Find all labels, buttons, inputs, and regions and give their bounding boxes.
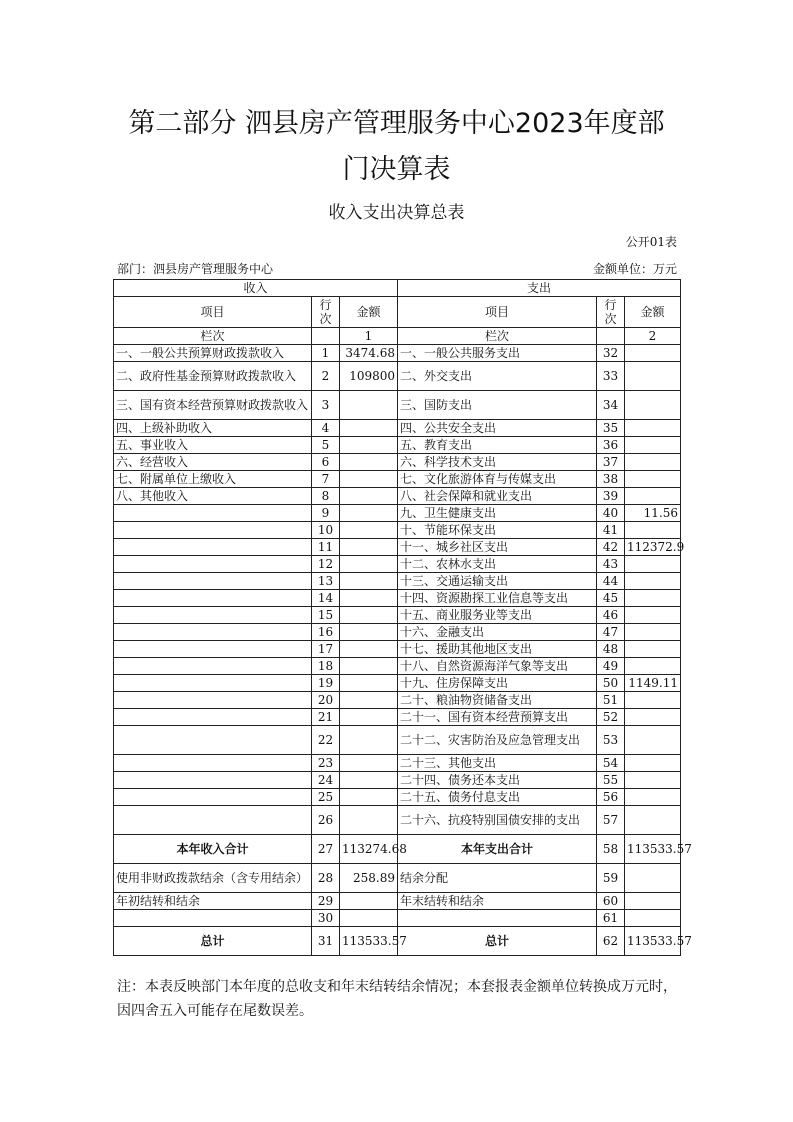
expense-line-no: 37 xyxy=(597,454,625,471)
income-line-no: 10 xyxy=(312,522,340,539)
expense-item: 六、科学技术支出 xyxy=(398,454,597,471)
expense-line-no: 39 xyxy=(597,488,625,505)
income-amount: 258.89 xyxy=(340,864,398,893)
expense-item: 总计 xyxy=(398,927,597,956)
table-row xyxy=(114,864,681,893)
expense-item: 十八、自然资源海洋气象等支出 xyxy=(398,658,597,675)
income-line-no: 15 xyxy=(312,607,340,624)
income-item xyxy=(114,573,312,590)
income-item xyxy=(114,590,312,607)
expense-amount xyxy=(625,391,681,420)
income-amount xyxy=(340,789,398,806)
income-amount xyxy=(340,590,398,607)
expense-line-no: 54 xyxy=(597,755,625,772)
income-item xyxy=(114,910,312,927)
expense-line-no: 49 xyxy=(597,658,625,675)
expense-line-no: 50 xyxy=(597,675,625,692)
expense-amount xyxy=(625,692,681,709)
income-column-label: 栏次 xyxy=(114,328,312,345)
income-amount xyxy=(340,675,398,692)
income-line-no: 12 xyxy=(312,556,340,573)
expense-amount: 1149.11 xyxy=(625,675,681,692)
income-line-no: 31 xyxy=(312,927,340,956)
table-row xyxy=(114,505,681,522)
income-amount xyxy=(340,391,398,420)
income-amount xyxy=(340,573,398,590)
expense-amount: 11.56 xyxy=(625,505,681,522)
income-amount xyxy=(340,539,398,556)
income-line-no: 17 xyxy=(312,641,340,658)
income-line-no: 22 xyxy=(312,726,340,755)
expense-item: 年末结转和结余 xyxy=(398,893,597,910)
expense-amount xyxy=(625,755,681,772)
expense-item: 二十三、其他支出 xyxy=(398,755,597,772)
income-item xyxy=(114,772,312,789)
expense-line-no: 33 xyxy=(597,362,625,391)
table-row xyxy=(114,522,681,539)
expense-amount xyxy=(625,709,681,726)
expense-column-label: 栏次 xyxy=(398,328,597,345)
income-item xyxy=(114,692,312,709)
expense-item: 十一、城乡社区支出 xyxy=(398,539,597,556)
income-amount: 3474.68 xyxy=(340,345,398,362)
income-amount xyxy=(340,709,398,726)
expense-amount: 113533.57 xyxy=(625,835,681,864)
income-amount xyxy=(340,488,398,505)
table-body xyxy=(114,345,692,956)
expense-amount xyxy=(625,556,681,573)
expense-line-no: 59 xyxy=(597,864,625,893)
income-line-no: 29 xyxy=(312,893,340,910)
income-amount xyxy=(340,607,398,624)
income-amount xyxy=(340,505,398,522)
income-item xyxy=(114,789,312,806)
income-item xyxy=(114,607,312,624)
table-row xyxy=(114,789,681,806)
expense-column-number: 2 xyxy=(625,328,681,345)
income-item xyxy=(114,505,312,522)
income-amount xyxy=(340,624,398,641)
expense-item: 五、教育支出 xyxy=(398,437,597,454)
income-line-no: 2 xyxy=(312,362,340,391)
table-row xyxy=(114,420,681,437)
expense-line-no: 44 xyxy=(597,573,625,590)
expense-line-no: 56 xyxy=(597,789,625,806)
income-amount xyxy=(340,726,398,755)
expense-line-no: 58 xyxy=(597,835,625,864)
table-row xyxy=(114,709,681,726)
table-row xyxy=(114,658,681,675)
expense-line-no: 48 xyxy=(597,641,625,658)
income-item: 使用非财政拨款结余（含专用结余） xyxy=(114,864,312,893)
income-amount xyxy=(340,893,398,910)
income-line-no: 16 xyxy=(312,624,340,641)
income-line-header: 行次 xyxy=(312,297,340,328)
expense-amount xyxy=(625,345,681,362)
table-row xyxy=(114,641,681,658)
income-amount xyxy=(340,658,398,675)
table-row xyxy=(114,362,681,391)
table-row xyxy=(114,471,681,488)
income-item: 五、事业收入 xyxy=(114,437,312,454)
income-item xyxy=(114,522,312,539)
table-row xyxy=(114,893,681,910)
expense-line-no: 60 xyxy=(597,893,625,910)
expense-amount xyxy=(625,362,681,391)
income-item xyxy=(114,556,312,573)
income-item xyxy=(114,624,312,641)
expense-item: 二十一、国有资本经营预算支出 xyxy=(398,709,597,726)
income-item: 年初结转和结余 xyxy=(114,893,312,910)
income-item xyxy=(114,539,312,556)
income-amount xyxy=(340,692,398,709)
table-row xyxy=(114,556,681,573)
income-line-no: 23 xyxy=(312,755,340,772)
income-line-no: 30 xyxy=(312,910,340,927)
expense-amount xyxy=(625,806,681,835)
income-column-number: 1 xyxy=(340,328,398,345)
income-line-no: 8 xyxy=(312,488,340,505)
expense-item: 十九、住房保障支出 xyxy=(398,675,597,692)
income-amount xyxy=(340,755,398,772)
income-line-no: 27 xyxy=(312,835,340,864)
expense-line-no: 45 xyxy=(597,590,625,607)
income-amount xyxy=(340,910,398,927)
table-row xyxy=(114,772,681,789)
income-line-no: 19 xyxy=(312,675,340,692)
income-item: 三、国有资本经营预算财政拨款收入 xyxy=(114,391,312,420)
expense-line-no: 32 xyxy=(597,345,625,362)
expense-amount-header: 金额 xyxy=(625,297,681,328)
income-amount xyxy=(340,522,398,539)
expense-line-empty xyxy=(597,328,625,345)
expense-line-no: 38 xyxy=(597,471,625,488)
income-item xyxy=(114,709,312,726)
expense-item: 二十四、债务还本支出 xyxy=(398,772,597,789)
title-line-2: 门决算表 xyxy=(342,154,451,185)
expense-item: 二十五、债务付息支出 xyxy=(398,789,597,806)
expense-item: 十、节能环保支出 xyxy=(398,522,597,539)
expense-header: 支出 xyxy=(398,280,681,297)
expense-amount xyxy=(625,726,681,755)
expense-item: 二十六、抗疫特别国债安排的支出 xyxy=(398,806,597,835)
expense-amount xyxy=(625,488,681,505)
income-amount: 113533.57 xyxy=(340,927,398,956)
expense-line-no: 53 xyxy=(597,726,625,755)
expense-item: 十六、金融支出 xyxy=(398,624,597,641)
expense-line-no: 35 xyxy=(597,420,625,437)
expense-item: 四、公共安全支出 xyxy=(398,420,597,437)
table-row xyxy=(114,910,681,927)
expense-amount xyxy=(625,607,681,624)
income-item xyxy=(114,806,312,835)
expense-item: 十四、资源勘探工业信息等支出 xyxy=(398,590,597,607)
income-amount xyxy=(340,420,398,437)
expense-item: 三、国防支出 xyxy=(398,391,597,420)
table-row xyxy=(114,590,681,607)
unit-label: 金额单位：万元 xyxy=(592,262,677,276)
income-item xyxy=(114,726,312,755)
income-line-no: 18 xyxy=(312,658,340,675)
expense-item: 十三、交通运输支出 xyxy=(398,573,597,590)
expense-amount xyxy=(625,910,681,927)
table-row xyxy=(114,927,681,956)
table-row xyxy=(114,624,681,641)
expense-amount xyxy=(625,420,681,437)
table-row xyxy=(114,539,681,556)
expense-item: 一、一般公共服务支出 xyxy=(398,345,597,362)
income-amount xyxy=(340,437,398,454)
expense-line-header: 行次 xyxy=(597,297,625,328)
expense-amount xyxy=(625,624,681,641)
expense-amount xyxy=(625,641,681,658)
expense-item: 八、社会保障和就业支出 xyxy=(398,488,597,505)
income-line-no: 5 xyxy=(312,437,340,454)
income-item: 四、上级补助收入 xyxy=(114,420,312,437)
income-amount xyxy=(340,471,398,488)
expense-line-no: 47 xyxy=(597,624,625,641)
income-header: 收入 xyxy=(114,280,398,297)
table-row xyxy=(114,755,681,772)
income-line-no: 21 xyxy=(312,709,340,726)
expense-amount xyxy=(625,454,681,471)
expense-item: 十二、农林水支出 xyxy=(398,556,597,573)
expense-item: 本年支出合计 xyxy=(398,835,597,864)
expense-line-no: 40 xyxy=(597,505,625,522)
income-item xyxy=(114,658,312,675)
expense-line-no: 43 xyxy=(597,556,625,573)
income-item: 六、经营收入 xyxy=(114,454,312,471)
table-row xyxy=(114,692,681,709)
expense-line-no: 55 xyxy=(597,772,625,789)
expense-item: 九、卫生健康支出 xyxy=(398,505,597,522)
expense-amount: 112372.9 xyxy=(625,539,681,556)
expense-line-no: 52 xyxy=(597,709,625,726)
expense-item: 七、文化旅游体育与传媒支出 xyxy=(398,471,597,488)
income-line-no: 13 xyxy=(312,573,340,590)
income-amount xyxy=(340,806,398,835)
income-line-no: 26 xyxy=(312,806,340,835)
income-line-no: 9 xyxy=(312,505,340,522)
income-amount: 109800 xyxy=(340,362,398,391)
expense-line-no: 42 xyxy=(597,539,625,556)
expense-item: 二十、粮油物资储备支出 xyxy=(398,692,597,709)
expense-amount xyxy=(625,573,681,590)
income-amount-header: 金额 xyxy=(340,297,398,328)
expense-amount xyxy=(625,864,681,893)
table-row xyxy=(114,391,681,420)
expense-line-no: 57 xyxy=(597,806,625,835)
income-item: 八、其他收入 xyxy=(114,488,312,505)
expense-amount: 113533.57 xyxy=(625,927,681,956)
table-row xyxy=(114,835,681,864)
income-line-no: 28 xyxy=(312,864,340,893)
expense-item: 二十二、灾害防治及应急管理支出 xyxy=(398,726,597,755)
income-line-no: 7 xyxy=(312,471,340,488)
expense-item: 十七、援助其他地区支出 xyxy=(398,641,597,658)
expense-amount xyxy=(625,658,681,675)
income-item: 二、政府性基金预算财政拨款收入 xyxy=(114,362,312,391)
expense-amount xyxy=(625,437,681,454)
income-item xyxy=(114,675,312,692)
page-title xyxy=(0,101,793,193)
expense-line-no: 36 xyxy=(597,437,625,454)
income-amount xyxy=(340,772,398,789)
income-amount xyxy=(340,556,398,573)
table-title: 收入支出决算总表 xyxy=(328,203,465,223)
expense-amount xyxy=(625,590,681,607)
footnote: 注：本表反映部门本年度的总收支和年末结转结余情况；本套报表金额单位转换成万元时，因四舍五入可能存在尾数误差。 xyxy=(117,979,677,1019)
table-row xyxy=(114,726,681,755)
income-amount xyxy=(340,641,398,658)
income-item: 本年收入合计 xyxy=(114,835,312,864)
income-line-no: 14 xyxy=(312,590,340,607)
income-amount xyxy=(340,454,398,471)
table-row xyxy=(114,675,681,692)
form-code: 公开01表 xyxy=(625,235,677,249)
expense-item: 结余分配 xyxy=(398,864,597,893)
expense-amount xyxy=(625,522,681,539)
expense-line-no: 34 xyxy=(597,391,625,420)
income-line-no: 25 xyxy=(312,789,340,806)
income-item: 七、附属单位上缴收入 xyxy=(114,471,312,488)
expense-line-no: 46 xyxy=(597,607,625,624)
expense-line-no: 41 xyxy=(597,522,625,539)
department-label: 部门：泗县房产管理服务中心 xyxy=(117,262,274,276)
income-line-no: 4 xyxy=(312,420,340,437)
table-row xyxy=(114,573,681,590)
income-line-no: 11 xyxy=(312,539,340,556)
expense-amount xyxy=(625,789,681,806)
income-amount: 113274.68 xyxy=(340,835,398,864)
expense-amount xyxy=(625,471,681,488)
income-item xyxy=(114,641,312,658)
expense-item: 十五、商业服务业等支出 xyxy=(398,607,597,624)
budget-summary-table xyxy=(113,279,692,956)
title-line-1: 第二部分 泗县房产管理服务中心2023年度部 xyxy=(128,108,665,139)
expense-amount xyxy=(625,893,681,910)
expense-amount xyxy=(625,772,681,789)
income-item xyxy=(114,755,312,772)
table-row xyxy=(114,488,681,505)
expense-item: 二、外交支出 xyxy=(398,362,597,391)
table-row xyxy=(114,806,681,835)
table-row xyxy=(114,454,681,471)
income-line-no: 3 xyxy=(312,391,340,420)
income-item-header: 项目 xyxy=(114,297,312,328)
income-line-no: 24 xyxy=(312,772,340,789)
table-row xyxy=(114,345,681,362)
expense-line-no: 62 xyxy=(597,927,625,956)
expense-line-no: 51 xyxy=(597,692,625,709)
income-item: 总计 xyxy=(114,927,312,956)
expense-item-header: 项目 xyxy=(398,297,597,328)
expense-line-no: 61 xyxy=(597,910,625,927)
income-line-no: 6 xyxy=(312,454,340,471)
income-line-no: 20 xyxy=(312,692,340,709)
income-item: 一、一般公共预算财政拨款收入 xyxy=(114,345,312,362)
income-line-no: 1 xyxy=(312,345,340,362)
table-row xyxy=(114,437,681,454)
table-row xyxy=(114,607,681,624)
income-line-empty xyxy=(312,328,340,345)
expense-item xyxy=(398,910,597,927)
